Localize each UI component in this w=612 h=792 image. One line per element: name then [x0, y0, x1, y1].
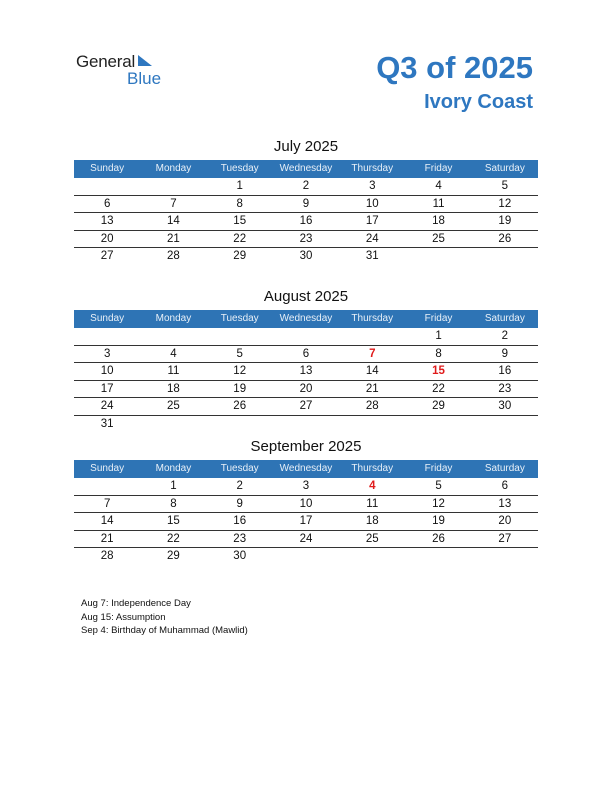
day-cell: 8	[170, 497, 177, 510]
day-cell: 18	[167, 382, 180, 395]
day-cell: 15	[233, 215, 247, 227]
day-cell: 22	[233, 232, 247, 245]
weekday-header	[74, 310, 538, 328]
weekday-label: Monday	[155, 163, 192, 174]
day-cell: 28	[167, 250, 180, 262]
day-cell: 17	[365, 215, 379, 227]
day-cell: 31	[100, 417, 114, 430]
day-cell: 17	[100, 382, 114, 395]
day-cell: 18	[365, 515, 379, 527]
day-cell: 27	[498, 532, 512, 545]
day-cell: 23	[233, 532, 247, 545]
weekday-label: Sunday	[90, 163, 125, 174]
day-cell: 11	[366, 497, 379, 510]
day-cell: 25	[365, 532, 379, 545]
day-cell: 25	[167, 400, 180, 412]
day-cell: 29	[167, 550, 180, 562]
day-cell: 1	[170, 480, 177, 492]
day-cell	[405, 248, 471, 266]
weekday-label: Wednesday	[279, 463, 333, 474]
day-cell: 26	[498, 232, 512, 245]
holiday-note: Aug 7: Independence Day	[81, 598, 191, 609]
holiday-notes	[81, 597, 248, 638]
day-cell	[74, 328, 140, 345]
day-cell: 27	[299, 400, 313, 412]
day-cell: 24	[299, 532, 313, 545]
day-cell: 17	[299, 515, 313, 527]
day-cell	[405, 548, 471, 566]
day-cell: 23	[299, 232, 313, 245]
day-cell: 28	[100, 550, 114, 562]
day-cell: 10	[365, 197, 379, 210]
day-cell: 2	[501, 330, 509, 342]
logo-blue-text: Blue	[127, 69, 162, 88]
day-cell: 29	[432, 400, 445, 412]
day-cell: 15	[432, 365, 445, 377]
day-cell: 24	[100, 400, 114, 412]
day-cell: 26	[233, 400, 247, 412]
day-cell	[74, 178, 140, 195]
day-cell: 24	[365, 232, 379, 245]
day-cell: 13	[100, 215, 114, 227]
week-row	[74, 478, 538, 496]
day-cell	[273, 416, 339, 434]
day-cell: 16	[233, 515, 247, 527]
day-cell: 9	[501, 347, 509, 360]
day-cell: 29	[233, 250, 247, 262]
day-cell: 19	[498, 215, 512, 227]
day-cell: 13	[498, 497, 512, 510]
weekday-label: Tuesday	[220, 163, 259, 174]
week-row	[74, 346, 538, 364]
week-row	[74, 531, 538, 549]
weekday-label: Monday	[155, 313, 192, 324]
day-cell: 8	[435, 347, 442, 360]
day-cell: 21	[167, 232, 180, 245]
day-cell	[339, 416, 405, 434]
logo-triangle-icon	[138, 55, 152, 66]
day-cell: 1	[236, 180, 243, 192]
day-cell: 4	[170, 347, 177, 360]
day-cell: 3	[103, 347, 111, 360]
week-row	[74, 381, 538, 399]
day-cell	[140, 328, 206, 345]
day-cell: 21	[365, 382, 379, 395]
day-cell: 28	[365, 400, 379, 412]
day-cell: 21	[100, 532, 114, 545]
month-title: August 2025	[263, 288, 349, 305]
calendar-july	[74, 137, 538, 266]
day-cell: 31	[365, 250, 379, 262]
week-row	[74, 213, 538, 231]
calendar-august	[74, 287, 538, 433]
day-cell: 22	[167, 532, 180, 545]
day-cell: 1	[435, 330, 442, 342]
calendar-september	[74, 437, 538, 566]
day-cell	[140, 178, 206, 195]
week-row	[74, 398, 538, 416]
day-cell: 3	[302, 480, 310, 492]
month-title: September 2025	[250, 438, 362, 455]
weekday-label: Saturday	[484, 163, 525, 174]
weekday-label: Wednesday	[279, 163, 333, 174]
day-cell: 30	[498, 400, 512, 412]
day-cell: 5	[501, 180, 509, 192]
weekday-label: Monday	[155, 463, 192, 474]
weekday-label: Friday	[424, 313, 453, 324]
day-cell	[273, 328, 339, 345]
day-cell: 16	[498, 365, 512, 377]
day-cell: 6	[501, 480, 509, 492]
day-cell	[472, 416, 538, 434]
page-title: Q3 of 2025	[376, 50, 533, 85]
day-cell: 12	[233, 365, 247, 377]
day-cell: 23	[498, 382, 512, 395]
day-cell	[74, 478, 140, 495]
week-row	[74, 248, 538, 266]
holiday-note: Sep 4: Birthday of Muhammad (Mawlid)	[81, 625, 248, 636]
day-cell: 4	[435, 180, 442, 192]
day-cell: 30	[233, 550, 247, 562]
week-row	[74, 416, 538, 434]
weekday-label: Thursday	[351, 163, 394, 174]
day-cell: 18	[432, 215, 445, 227]
day-cell	[273, 548, 339, 566]
day-cell: 10	[100, 365, 114, 377]
day-cell: 3	[369, 180, 376, 192]
weekday-label: Friday	[424, 463, 453, 474]
week-row	[74, 328, 538, 346]
day-cell: 14	[365, 365, 379, 377]
day-cell	[339, 548, 405, 566]
day-cell: 4	[369, 480, 376, 492]
weekday-header	[74, 460, 538, 478]
week-row	[74, 363, 538, 381]
day-cell: 12	[432, 497, 445, 510]
holiday-note: Aug 15: Assumption	[81, 611, 166, 623]
day-cell: 5	[435, 480, 442, 492]
generalblue-logo	[76, 52, 176, 88]
month-title: July 2025	[273, 138, 339, 155]
weekday-label: Thursday	[351, 463, 394, 474]
day-cell: 2	[302, 180, 310, 192]
day-cell: 11	[432, 197, 445, 210]
day-cell: 15	[167, 515, 180, 527]
weekday-label: Saturday	[484, 463, 525, 474]
day-cell: 9	[236, 497, 243, 510]
weekday-label: Sunday	[90, 313, 125, 324]
weekday-label: Tuesday	[220, 463, 259, 474]
day-cell: 20	[100, 232, 114, 245]
week-row	[74, 548, 538, 566]
weekday-label: Sunday	[90, 463, 125, 474]
weekday-label: Tuesday	[220, 313, 259, 324]
day-cell: 6	[302, 347, 310, 360]
day-cell: 11	[167, 365, 180, 377]
week-row	[74, 178, 538, 196]
week-row	[74, 513, 538, 531]
day-cell: 20	[299, 382, 313, 395]
day-cell: 5	[236, 347, 243, 360]
weekday-label: Saturday	[484, 313, 525, 324]
country-name: Ivory Coast	[424, 91, 533, 113]
day-cell: 14	[100, 515, 114, 527]
day-cell: 7	[170, 197, 177, 210]
day-cell: 7	[103, 497, 111, 510]
day-cell: 10	[299, 497, 313, 510]
week-row	[74, 496, 538, 514]
day-cell	[472, 248, 538, 266]
day-cell: 26	[432, 532, 445, 545]
day-cell: 14	[167, 215, 180, 227]
day-cell: 20	[498, 515, 512, 527]
day-cell	[140, 416, 206, 434]
weekday-header	[74, 160, 538, 178]
weekday-label: Friday	[424, 163, 453, 174]
day-cell: 13	[299, 365, 313, 377]
day-cell: 8	[236, 197, 243, 210]
day-cell: 6	[103, 197, 111, 210]
day-cell: 9	[302, 197, 310, 210]
day-cell	[207, 328, 273, 345]
day-cell: 7	[369, 347, 376, 360]
week-row	[74, 231, 538, 249]
day-cell: 16	[299, 215, 313, 227]
day-cell	[472, 548, 538, 566]
day-cell: 2	[236, 480, 243, 492]
day-cell: 19	[432, 515, 445, 527]
weekday-label: Thursday	[351, 313, 394, 324]
weekday-label: Wednesday	[279, 313, 333, 324]
day-cell	[207, 416, 273, 434]
day-cell: 19	[233, 382, 247, 395]
week-row	[74, 196, 538, 214]
day-cell	[405, 416, 471, 434]
day-cell: 27	[100, 250, 114, 262]
day-cell: 22	[432, 382, 445, 395]
day-cell	[339, 328, 405, 345]
day-cell: 30	[299, 250, 313, 262]
day-cell: 25	[432, 232, 445, 245]
day-cell: 12	[498, 197, 512, 210]
logo-general-text: General	[76, 52, 136, 71]
